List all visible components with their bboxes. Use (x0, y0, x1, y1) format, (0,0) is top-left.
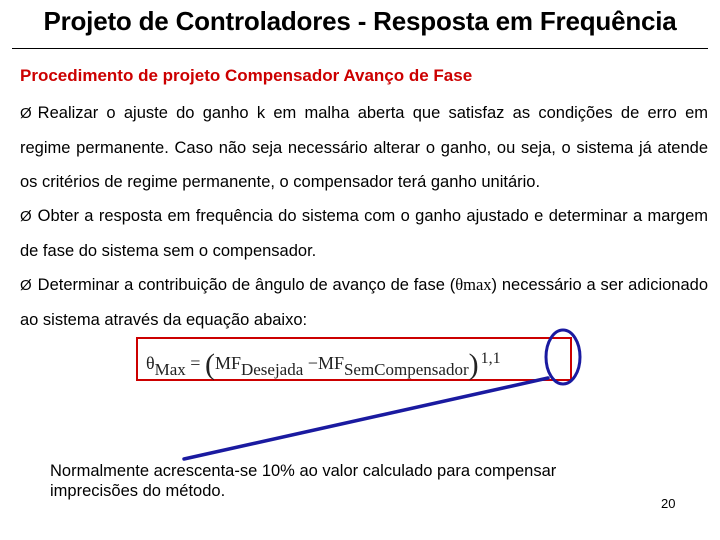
bullet-text: ) necessário a ser adicionado ao sistema através da equação abaixo: (20, 276, 708, 329)
open-paren: ( (204, 348, 215, 381)
annotation-arrow-line (184, 378, 548, 459)
theta-max-symbol: θmax (455, 275, 492, 294)
mf-desejada-subscript: Desejada (240, 360, 304, 379)
close-paren: ) (468, 348, 479, 381)
highlight-circle (546, 330, 580, 384)
theta-subscript: Max (154, 360, 186, 379)
arrow-bullet-icon: Ø (20, 277, 32, 294)
slide-title: Projeto de Controladores - Resposta em Frequência (43, 6, 677, 36)
mf-semcompensador-subscript: SemCompensador (343, 360, 469, 379)
correction-factor: 1,1 (480, 350, 501, 367)
bullet-text: Obter a resposta em frequência do sistema com o ganho ajustado e determinar a margem de fase do sistema sem o compensador. (20, 207, 708, 260)
minus-sign: − (307, 353, 318, 373)
arrow-bullet-icon: Ø (20, 208, 32, 225)
footnote: Normalmente acrescenta-se 10% ao valor calculado para compensar imprecisões do método. (50, 462, 557, 500)
section-heading: Procedimento de projeto Compensador Avanço de Fase (20, 66, 473, 85)
equals-sign: = (190, 353, 201, 373)
bullet-text: Realizar o ajuste do ganho k em malha aberta que satisfaz as condições de erro em regime permanente. Caso não seja necessário alterar o ganho, ou seja, o sistema já atende os critérios de regime permanente, o compensador terá ganho unitário. (20, 104, 708, 191)
page-number: 20 (661, 496, 676, 511)
bullet-text: Determinar a contribuição de ângulo de avanço de fase ( (37, 276, 456, 294)
mf-term: MF (214, 353, 241, 373)
arrow-bullet-icon: Ø (20, 105, 32, 122)
mf-term: MF (317, 353, 344, 373)
theta-symbol: θ (146, 353, 155, 373)
